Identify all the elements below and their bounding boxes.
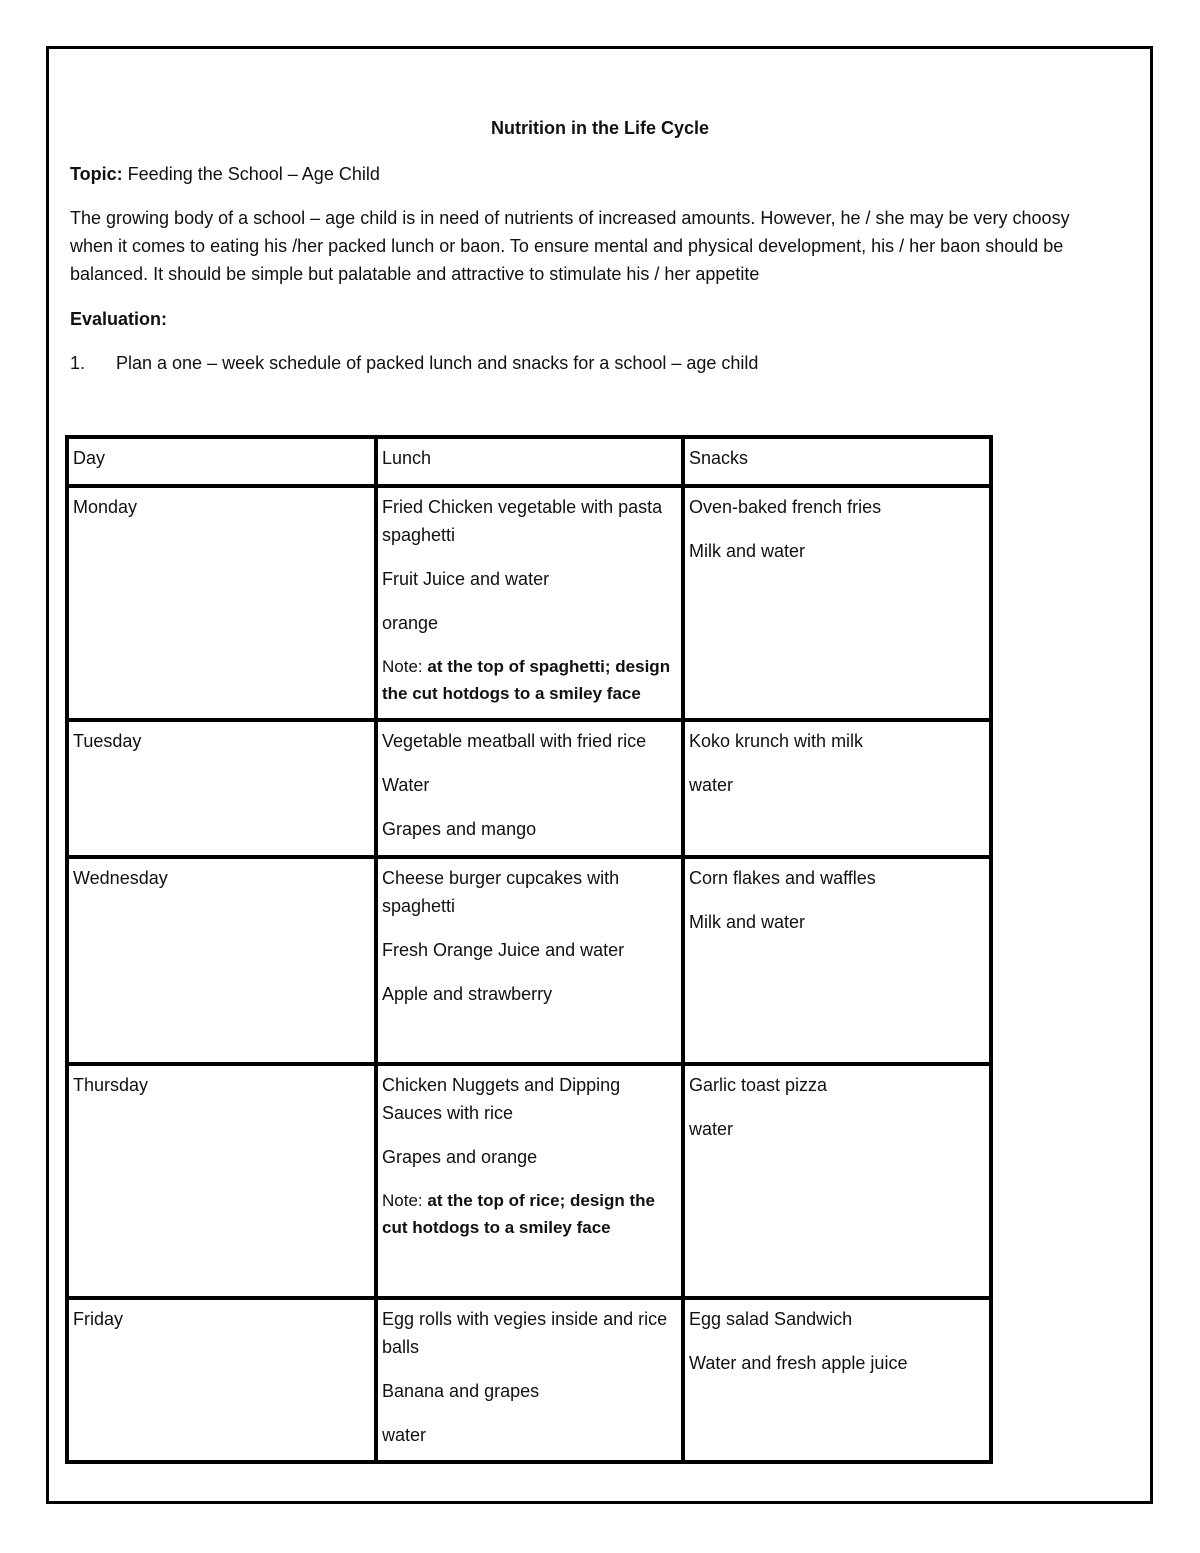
topic-line — [70, 160, 1110, 188]
lunch-cell — [376, 857, 683, 1064]
snack-item: Milk and water — [689, 541, 806, 561]
lunch-item: Egg rolls with vegies inside and rice balls — [382, 1309, 668, 1357]
table-row — [67, 720, 991, 857]
header-day: Day — [67, 437, 376, 486]
intro-paragraph: The growing body of a school – age child is in need of nutrients of increased amounts. However, he / she may be very choosy when it comes to eating his /her packed lunch or baon. To ensure mental and physical development, his / her baon should be balanced. It should be simple but palatable and attractive to stimulate his / her appetite — [70, 208, 1070, 284]
lunch-item: Vegetable meatball with fried rice — [382, 731, 647, 751]
lunch-item: orange — [382, 613, 439, 633]
day-cell: Wednesday — [67, 857, 376, 1064]
lunch-cell — [376, 1064, 683, 1298]
day-cell: Tuesday — [67, 720, 376, 857]
snack-item: water — [689, 775, 734, 795]
table-row — [67, 1298, 991, 1462]
snack-item: water — [689, 1119, 734, 1139]
day-cell: Thursday — [67, 1064, 376, 1298]
table-row — [67, 486, 991, 720]
lunch-item: Grapes and mango — [382, 819, 537, 839]
table-row — [67, 1064, 991, 1298]
snacks-cell — [683, 486, 991, 720]
header-snacks: Snacks — [683, 437, 991, 486]
note-label: Note: — [382, 657, 423, 676]
lunch-cell — [376, 1298, 683, 1462]
snack-item: Milk and water — [689, 912, 806, 932]
lunch-item: water — [382, 1425, 427, 1445]
lunch-item: Cheese burger cupcakes with spaghetti — [382, 868, 620, 916]
lunch-item: Apple and strawberry — [382, 984, 553, 1004]
lunch-item: Chicken Nuggets and Dipping Sauces with rice — [382, 1075, 621, 1123]
snack-item: Oven-baked french fries — [689, 497, 882, 517]
lunch-item: Banana and grapes — [382, 1381, 540, 1401]
task-text: Plan a one – week schedule of packed lunch and snacks for a school – age child — [116, 353, 759, 373]
snacks-cell — [683, 720, 991, 857]
note-text: at the top of spaghetti; design the cut hotdogs to a smiley face — [382, 657, 671, 703]
snack-item: Water and fresh apple juice — [689, 1353, 908, 1373]
snacks-cell — [683, 1298, 991, 1462]
snack-item: Garlic toast pizza — [689, 1075, 828, 1095]
lunch-item: Grapes and orange — [382, 1147, 538, 1167]
table-header-row — [67, 437, 991, 486]
lunch-item: Fresh Orange Juice and water — [382, 940, 625, 960]
topic-text: Feeding the School – Age Child — [127, 164, 380, 184]
lunch-item: Fried Chicken vegetable with pasta spaghetti — [382, 497, 663, 545]
day-cell: Monday — [67, 486, 376, 720]
snack-item: Egg salad Sandwich — [689, 1309, 853, 1329]
lunch-note — [382, 1187, 677, 1241]
task-number: 1. — [70, 353, 86, 373]
note-text: at the top of rice; design the cut hotdogs to a smiley face — [382, 1191, 655, 1237]
snack-item: Corn flakes and waffles — [689, 868, 876, 888]
lunch-cell — [376, 720, 683, 857]
lunch-cell — [376, 486, 683, 720]
document-title: Nutrition in the Life Cycle — [490, 118, 709, 138]
table-row — [67, 857, 991, 1064]
lunch-note — [382, 653, 677, 707]
topic-label: Topic: — [70, 164, 123, 184]
snacks-cell — [683, 857, 991, 1064]
day-cell: Friday — [67, 1298, 376, 1462]
snack-item: Koko krunch with milk — [689, 731, 864, 751]
header-lunch: Lunch — [376, 437, 683, 486]
evaluation-heading: Evaluation: — [70, 309, 168, 329]
note-label: Note: — [382, 1191, 423, 1210]
task-item — [70, 349, 1110, 377]
lunch-item: Fruit Juice and water — [382, 569, 550, 589]
schedule-table — [65, 435, 993, 1464]
lunch-item: Water — [382, 775, 430, 795]
snacks-cell — [683, 1064, 991, 1298]
